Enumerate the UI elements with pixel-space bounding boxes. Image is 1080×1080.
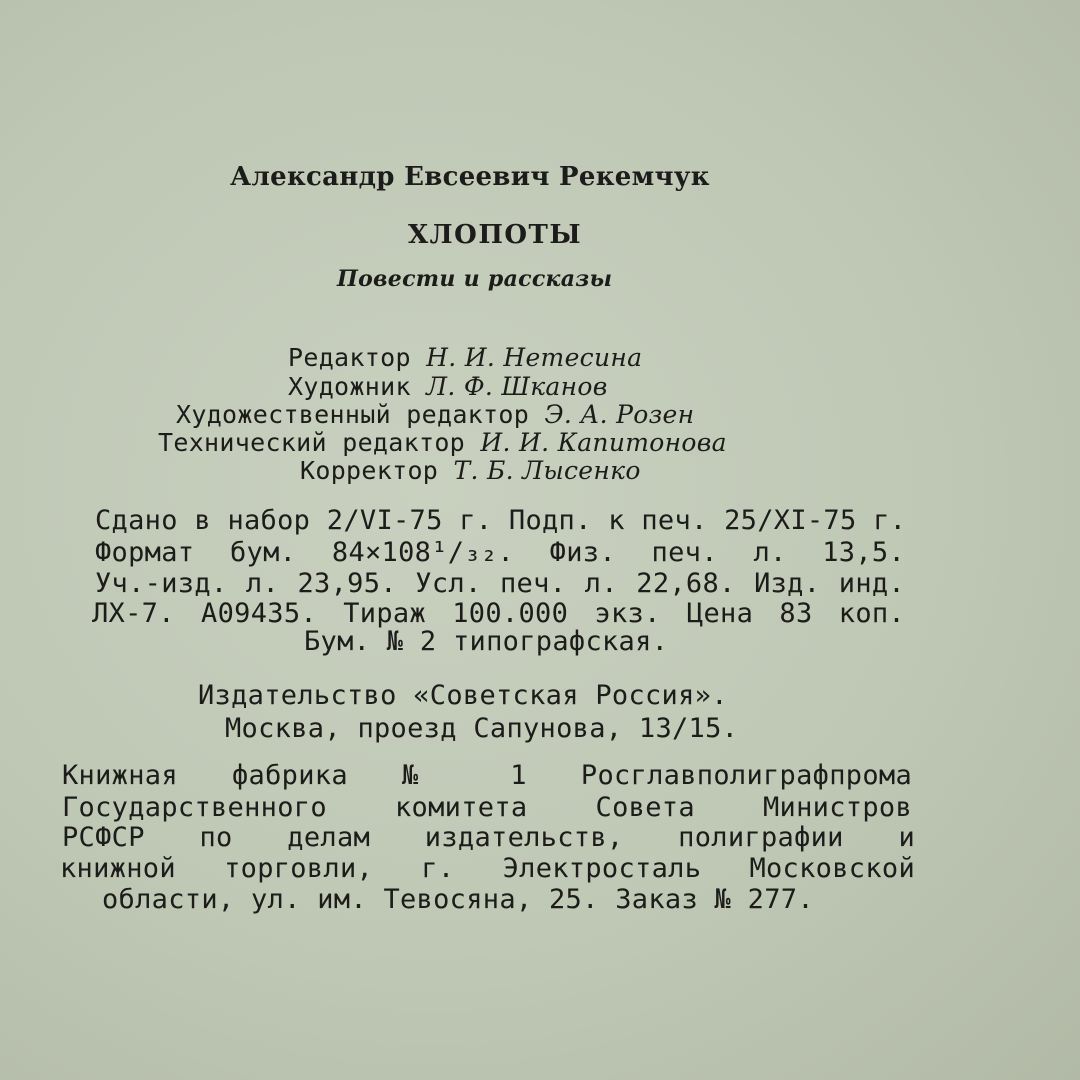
imprint-line: Формат бум. 84×108¹/₃₂. Физ. печ. л. 13,5. bbox=[95, 537, 905, 568]
credit-person: Т. Б. Лысенко bbox=[453, 456, 641, 485]
credit-role: Корректор bbox=[300, 456, 439, 485]
printer-line: области, ул. им. Тевосяна, 25. Заказ № 277. bbox=[102, 884, 814, 915]
credit-editor bbox=[288, 343, 642, 372]
publisher-address: Москва, проезд Сапунова, 13/15. bbox=[225, 713, 739, 744]
credit-artist bbox=[288, 372, 608, 401]
credit-art-editor bbox=[176, 400, 694, 429]
credit-person: Л. Ф. Шканов bbox=[426, 372, 608, 401]
book-subtitle: Повести и рассказы bbox=[337, 266, 613, 292]
imprint-line: Уч.-изд. л. 23,95. Усл. печ. л. 22,68. Изд. инд. bbox=[95, 568, 905, 599]
printer-line: РСФСР по делам издательств, полиграфии и bbox=[62, 822, 915, 853]
imprint-line: Сдано в набор 2/VI-75 г. Подп. к печ. 25/XI-75 г. bbox=[95, 505, 907, 536]
credit-role: Художественный редактор bbox=[176, 400, 530, 429]
credit-role: Технический редактор bbox=[158, 428, 466, 457]
book-title: ХЛОПОТЫ bbox=[408, 220, 583, 250]
printer-line: Книжная фабрика № 1 Росглавполиграфпрома bbox=[62, 760, 912, 791]
credit-role: Художник bbox=[288, 372, 411, 401]
credit-tech-editor bbox=[158, 428, 727, 457]
credit-role: Редактор bbox=[288, 343, 411, 372]
credit-proofreader bbox=[300, 456, 641, 485]
credit-person: И. И. Капитонова bbox=[480, 428, 727, 457]
author-name: Александр Евсеевич Рекемчук bbox=[230, 162, 710, 192]
printer-line: книжной торговли, г. Электросталь Московской bbox=[60, 853, 915, 884]
imprint-line: Бум. № 2 типографская. bbox=[304, 626, 669, 657]
credit-person: Н. И. Нетесина bbox=[426, 343, 643, 372]
publisher-name: Издательство «Советская Россия». bbox=[198, 680, 728, 711]
printer-line: Государственного комитета Совета Министров bbox=[62, 792, 912, 823]
imprint-line: ЛХ-7. А09435. Тираж 100.000 экз. Цена 83 коп. bbox=[92, 598, 905, 629]
credit-person: Э. А. Розен bbox=[544, 400, 695, 429]
